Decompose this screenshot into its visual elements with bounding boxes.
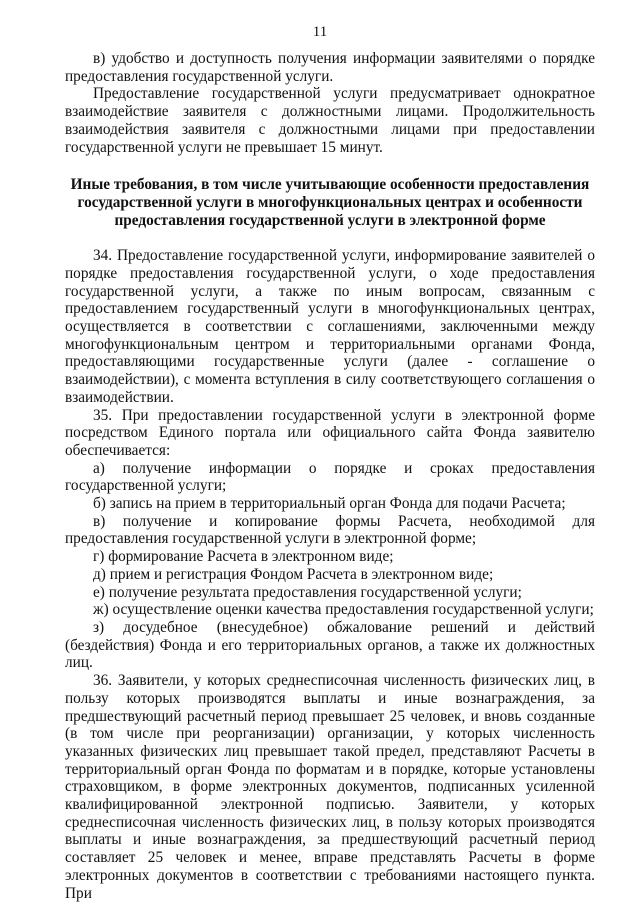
paragraph-35: 35. При предоставлении государственной услуги в электронной форме посредством Единого портала или официального сайта Фонда заявителю обеспечивается: [65, 406, 595, 459]
list-item-z: з) досудебное (внесудебное) обжалование решений и действий (бездействия) Фонда и его территориальных органов, а также их должностных лиц. [65, 618, 595, 672]
list-item-b: б) запись на прием в территориальный орган Фонда для подачи Расчета; [93, 495, 566, 513]
paragraph-36: 36. Заявители, у которых среднесписочная численность физических лиц, в пользу которых производятся выплаты и иные вознаграждения, за предшествующий расчетный период превышает 25 человек, и вновь созданные (в том числе при реорганизации) организации, у которых численность указанных физических лиц превышает такой предел, представляют Расчеты в территориальный орган Фонда по форматам и в порядке, которые установлены страховщиком, в форме электронных документов, подписанных усиленной квалифицированной электронной подписью. Заявители, у которых среднесписочная численность физических лиц, в пользу которых производятся выплаты и иные вознаграждения, за предшествующий расчетный период составляет 25 человек и менее, вправе представлять Расчеты в форме электронных документов в соответствии с требованиями настоящего пункта. При [65, 672, 595, 902]
page-number: 11 [312, 24, 328, 40]
list-item-g: г) формирование Расчета в электронном виде; [93, 548, 394, 566]
list-item-e: е) получение результата предоставления государственной услуги; [93, 583, 522, 601]
list-item-a: а) получение информации о порядке и сроках предоставления государственной услуги; [65, 459, 595, 495]
section-heading: Иные требования, в том числе учитывающие особенности предоставления государственной услуги в многофункциональных центрах и особенности предоставления государственной услуги в электронной форме [70, 176, 590, 230]
paragraph-item-v: в) удобство и доступность получения информации заявителями о порядке предоставления государственной услуги. [65, 50, 595, 85]
paragraph-one-time-interaction: Предоставление государственной услуги предусматривает однократное взаимодействие заявителя с должностными лицами. Продолжительность взаимодействия заявителя с должностными лицами при предоставлении государственной услуги не превышает 15 минут. [65, 85, 595, 156]
list-item-v: в) получение и копирование формы Расчета, необходимой для предоставления государственной услуги в электронной форме; [65, 512, 595, 548]
list-item-zh: ж) осуществление оценки качества предоставления государственной услуги; [93, 601, 594, 619]
list-item-d: д) прием и регистрация Фондом Расчета в электронном виде; [93, 565, 494, 583]
paragraph-34: 34. Предоставление государственной услуги, информирование заявителей о порядке предоставления государственной услуги, о ходе предоставления государственной услуги, а также по иным вопросам, связанным с предоставлением государственный услуги в многофункциональных центрах, осуществляется в соответствии с соглашениями, заключенными между многофункциональным центром и территориальными органами Фонда, предоставляющими государственные услуги (далее - соглашение о взаимодействии), с момента вступления в силу соответствующего соглашения о взаимодействии. [65, 247, 595, 406]
document-body [65, 50, 595, 902]
